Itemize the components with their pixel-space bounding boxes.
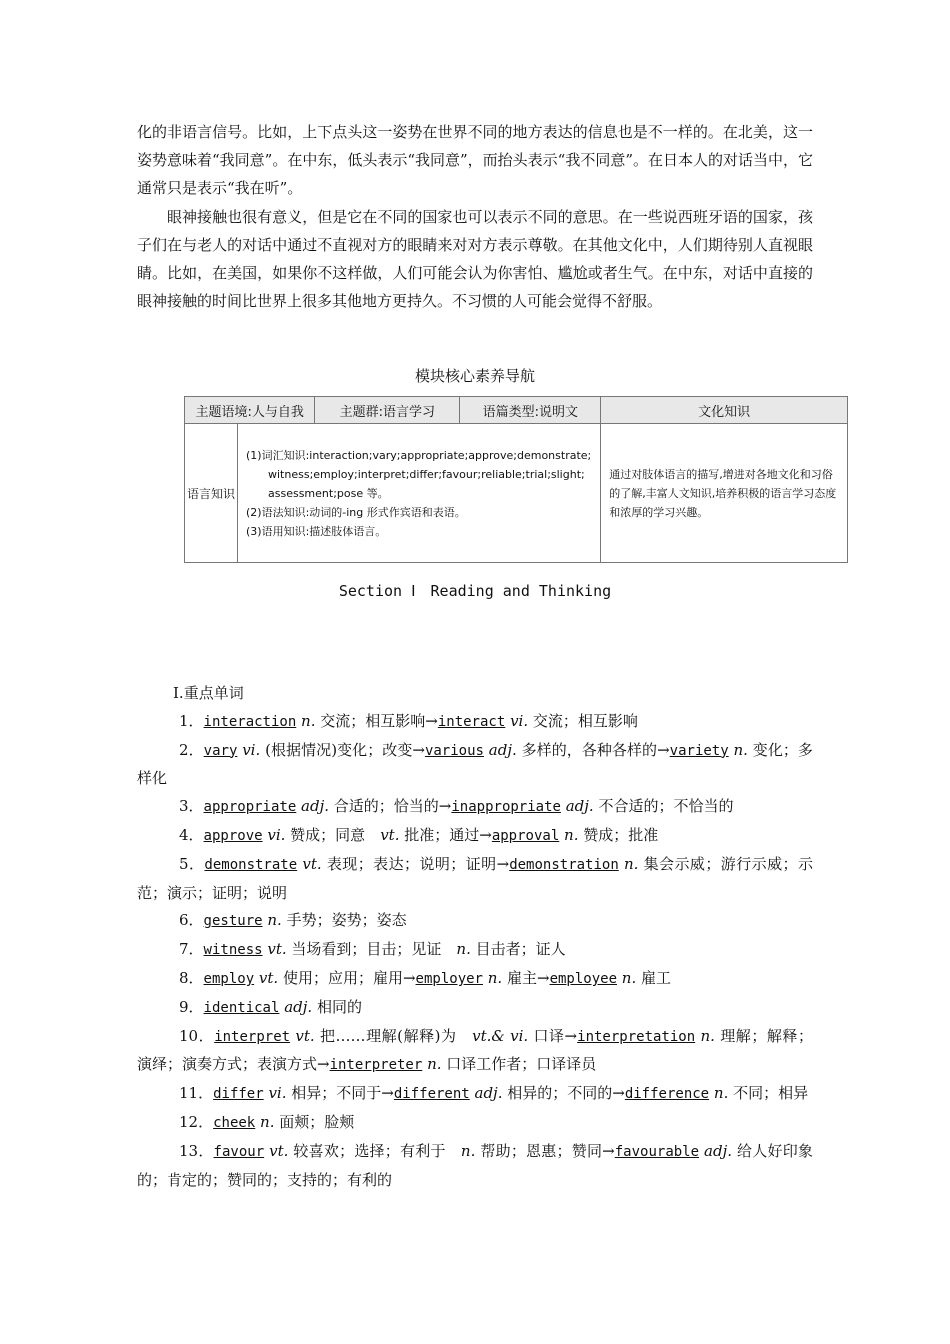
entry-number: 4．: [179, 825, 204, 844]
vocab-entry: [137, 708, 813, 737]
part-of-speech: n.: [427, 1055, 442, 1074]
definition-text: 多样的，各种各样的→: [521, 740, 670, 759]
definition-text: 变化；多样化: [137, 740, 813, 788]
vocab-entry: [137, 994, 813, 1023]
definition-text: 合适的；恰当的→: [333, 797, 452, 816]
culture-knowledge-text: 通过对肢体语言的描写,增进对各地文化和习俗的了解,丰富人文知识,培养积极的语言学习态度和浓厚的学习兴趣。: [601, 424, 848, 563]
definition-text: 目击者；证人: [475, 940, 566, 959]
vocab-word: variety: [669, 742, 729, 759]
part-of-speech: vi.: [242, 740, 261, 759]
vocab-entry: [137, 737, 813, 794]
module-nav-title: 模块核心素养导航: [414, 367, 535, 385]
definition-text: 帮助；恩惠；赞同→: [480, 1141, 615, 1160]
part-of-speech: n.: [621, 968, 637, 987]
vocab-entry: [137, 793, 813, 822]
part-of-speech: n.: [564, 825, 579, 844]
part-of-speech: adj.: [301, 797, 330, 816]
part-of-speech: n.: [733, 740, 748, 759]
entry-number: 13．: [179, 1141, 214, 1160]
part-of-speech: n.: [267, 911, 282, 930]
part-of-speech: vt.: [380, 825, 400, 844]
row-label-language-knowledge: 语言知识: [185, 424, 238, 563]
paragraph-2: 眼神接触也很有意义，但是它在不同的国家也可以表示不同的意思。在一些说西班牙语的国家，孩子们在与老人的对话中通过不直视对方的眼睛来对对方表示尊敬。在其他文化中，人们期待别人直视眼睛。比如，在美国，如果你不这样做，人们可能会认为你害怕、尴尬或者生气。在中东，对话中直接的眼神接触的时间比世界上很多其他地方更持久。不习惯的人可能会觉得不舒服。: [137, 208, 813, 310]
vocab-entry: [137, 936, 813, 965]
vocab-entry: [137, 1109, 813, 1138]
vocab-word: interpretation: [577, 1028, 696, 1045]
part-of-speech: n.: [700, 1026, 715, 1045]
table-header-row: [185, 397, 848, 424]
vocab-entry: [137, 1080, 813, 1109]
entry-number: 1．: [179, 711, 204, 730]
definition-text: 使用；应用；雇用→: [282, 968, 416, 987]
vocab-entry: [137, 822, 813, 851]
definition-text: 手势；姿势；姿态: [286, 911, 407, 930]
definition-text: 交流；相互影响: [532, 711, 638, 730]
definition-text: 交流；相互影响→: [320, 711, 438, 730]
header-theme-context: 主题语境:人与自我: [185, 397, 315, 424]
vocab-word: cheek: [213, 1114, 256, 1131]
part-of-speech: adj.: [284, 997, 313, 1016]
vocab-word: different: [393, 1086, 470, 1103]
part-of-speech: vt.: [302, 854, 322, 873]
key-vocabulary: [137, 680, 813, 1194]
entry-number: 5．: [179, 854, 205, 873]
vocab-word: vary: [203, 742, 238, 759]
language-item: assessment;pose 等。: [268, 486, 389, 500]
definition-text: 赞成；同意: [290, 825, 381, 844]
language-item: (3)语用知识:描述肢体语言。: [246, 524, 387, 538]
definition-text: 相异；不同于→: [291, 1084, 394, 1103]
vocab-word: approval: [491, 827, 560, 844]
vocab-word: differ: [213, 1086, 264, 1103]
part-of-speech: adj.: [704, 1141, 733, 1160]
part-of-speech: adj.: [474, 1084, 503, 1103]
vocab-word: inappropriate: [451, 799, 561, 816]
definition-text: 相同的: [316, 997, 362, 1016]
language-item: (2)语法知识:动词的-ing 形式作宾语和表语。: [246, 505, 466, 519]
vocab-word: various: [424, 742, 484, 759]
vocabulary-entries: [137, 708, 813, 1195]
vocab-entry: [137, 851, 813, 908]
vocab-entry: [137, 965, 813, 994]
definition-text: 把……理解(解释)为: [319, 1026, 473, 1045]
vocab-word: demonstration: [509, 856, 619, 873]
entry-number: 9．: [179, 997, 204, 1016]
vocab-word: interact: [437, 713, 506, 730]
entry-number: 11．: [179, 1084, 214, 1103]
paragraph-1: 化的非语言信号。比如，上下点头这一姿势在世界不同的地方表达的信息也是不一样的。在北美，这一姿势意味着“我同意”。在中东，低头表示“我同意”，而抬头表示“我不同意”。在日本人的对话当中，它通常只是表示“我在听”。: [137, 123, 814, 197]
part-of-speech: n.: [623, 854, 639, 873]
entry-number: 6．: [179, 911, 204, 930]
definition-text: 口译→: [533, 1026, 578, 1045]
part-of-speech: vt.: [269, 1141, 289, 1160]
definition-text: 相异的；不同的→: [507, 1084, 625, 1103]
definition-text: 集会示威；游行示威；示范；演示；证明；说明: [137, 854, 813, 902]
vocab-entry: [137, 907, 813, 936]
part-of-speech: vi.: [267, 825, 286, 844]
header-culture-knowledge: 文化知识: [601, 397, 848, 424]
vocab-word: identical: [203, 999, 280, 1016]
part-of-speech: vi.: [510, 711, 529, 730]
vocab-word: favourable: [614, 1143, 700, 1160]
language-item: (1)词汇知识:interaction;vary;appropriate;approve;demonstrate;: [246, 448, 592, 462]
entry-number: 8．: [179, 968, 204, 987]
part-of-speech: n.: [487, 968, 503, 987]
definition-text: (根据情况)变化；改变→: [265, 740, 425, 759]
vocab-word: appropriate: [203, 799, 297, 816]
language-knowledge-list: [238, 424, 601, 563]
table-body-row: [185, 424, 848, 563]
vocab-entry: [137, 1023, 813, 1081]
part-of-speech: n.: [456, 940, 471, 959]
vocab-word: witness: [203, 942, 263, 959]
entry-number: 3．: [179, 797, 204, 816]
definition-text: 不合适的；不恰当的: [598, 797, 734, 816]
definition-text: 雇主→: [506, 968, 550, 987]
part-of-speech: vt.: [295, 1026, 315, 1045]
header-theme-group: 主题群:语言学习: [315, 397, 460, 424]
definition-text: 理解；解释；演绎；演奏方式；表演方式→: [137, 1026, 813, 1074]
part-of-speech: vt.: [258, 968, 279, 987]
vocab-word: demonstrate: [204, 856, 298, 873]
entry-number: 10．: [179, 1026, 215, 1045]
part-of-speech: vt.& vi.: [472, 1026, 529, 1045]
vocab-entry: [137, 1138, 813, 1195]
definition-text: 表现；表达；说明；证明→: [326, 854, 510, 873]
definition-text: 不同；相异: [733, 1084, 809, 1103]
vocab-word: employ: [203, 970, 255, 987]
entry-number: 2．: [179, 740, 204, 759]
definition-text: 口译工作者；口译译员: [446, 1055, 597, 1074]
part-of-speech: n.: [713, 1084, 729, 1103]
entry-number: 7．: [179, 940, 204, 959]
vocab-word: approve: [203, 827, 263, 844]
part-of-speech: n.: [301, 711, 316, 730]
vocab-word: interaction: [203, 713, 297, 730]
definition-text: 雇工: [641, 968, 672, 987]
definition-text: 当场看到；目击；见证: [291, 940, 457, 959]
section-title: Section Ⅰ Reading and Thinking: [338, 582, 612, 600]
header-text-type: 语篇类型:说明文: [460, 397, 601, 424]
part-of-speech: adj.: [488, 740, 517, 759]
entry-number: 12．: [179, 1112, 214, 1131]
definition-text: 给人好印象的；肯定的；赞同的；支持的；有利的: [137, 1141, 813, 1189]
vocab-word: interpreter: [329, 1057, 423, 1074]
definition-text: 面颊；脸颊: [279, 1112, 355, 1131]
part-of-speech: vt.: [267, 940, 287, 959]
vocab-word: difference: [624, 1086, 710, 1103]
part-of-speech: n.: [460, 1141, 476, 1160]
core-literacy-table: [184, 396, 848, 563]
definition-text: 批准；通过→: [404, 825, 492, 844]
vocabulary-heading: Ⅰ.重点单词: [173, 684, 244, 702]
vocab-word: gesture: [203, 913, 263, 930]
vocab-word: employee: [549, 970, 617, 987]
part-of-speech: vi.: [268, 1084, 287, 1103]
definition-text: 较喜欢；选择；有利于: [293, 1141, 461, 1160]
vocab-word: employer: [415, 970, 483, 987]
part-of-speech: adj.: [565, 797, 594, 816]
vocab-word: interpret: [214, 1028, 291, 1045]
definition-text: 赞成；批准: [583, 825, 659, 844]
vocab-word: favour: [213, 1143, 265, 1160]
language-item: witness;employ;interpret;differ;favour;reliable;trial;slight;: [268, 467, 585, 481]
part-of-speech: n.: [260, 1112, 275, 1131]
